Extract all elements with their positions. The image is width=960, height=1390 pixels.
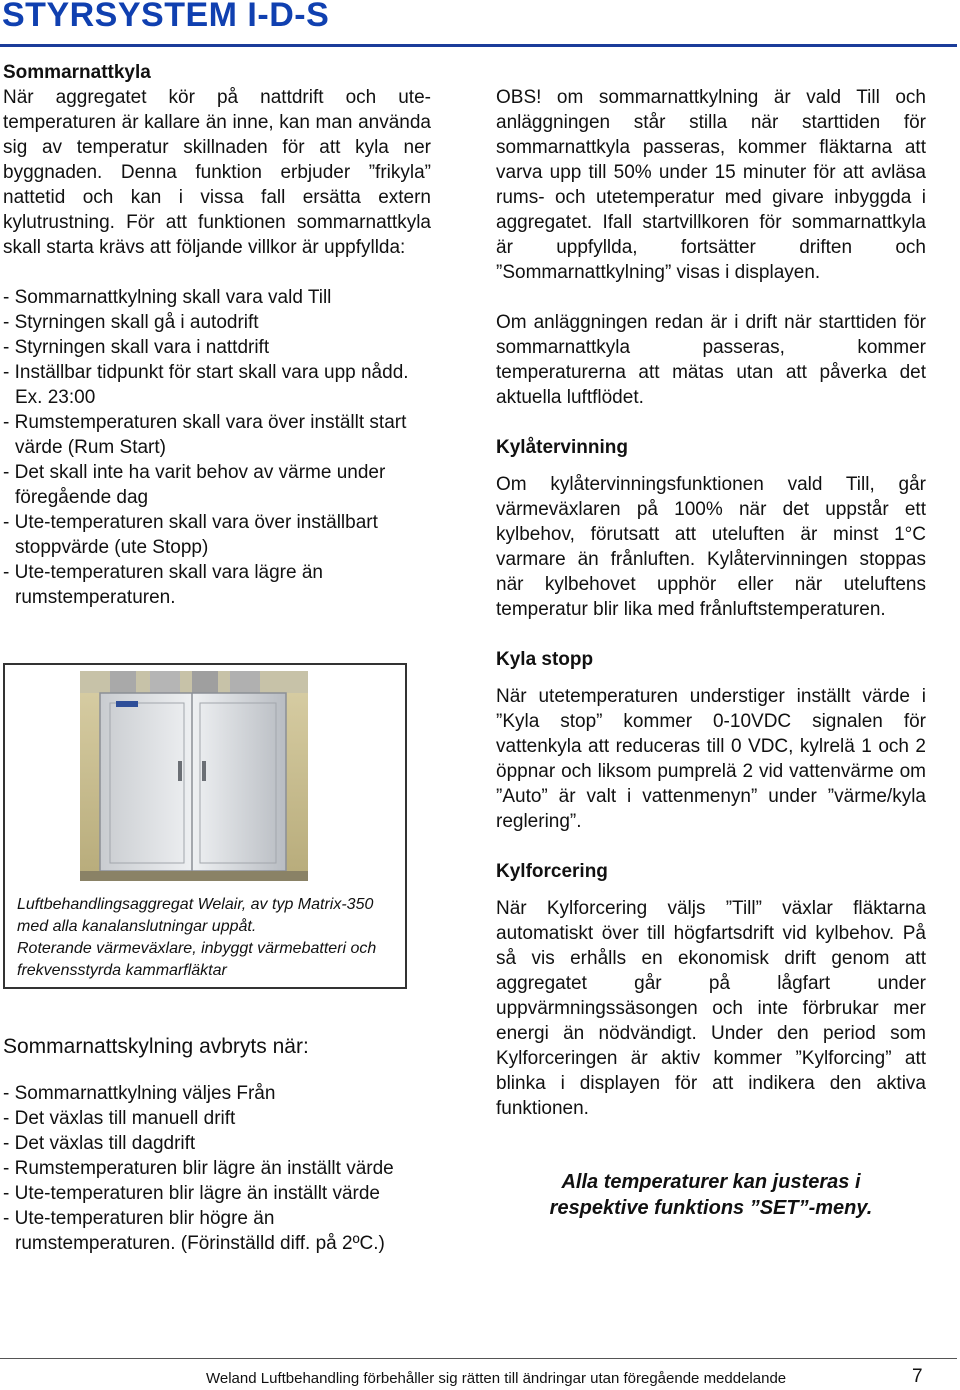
obs-paragraph: OBS! om sommarnattkylning är vald Till och anläggningen står stilla när starttiden för sommarnattkyla passeras, kommer fläktarna att varva upp till 50% under 15 minuter för att avläsa rums- och utetemperatur med givare inbyggda i aggregatet. Ifall startvillkoren för sommarnattkyla är uppfyllda, fortsätter driften och ”Sommarnattkylning” visas i displayen. — [496, 87, 926, 283]
kyla-stopp-paragraph: När utetemperaturen understiger inställt värde i ”Kyla stop” kommer 0-10VDC signalen för vattenkyla att reduceras till 0 VDC, kylrelä 1 och 2 öppnar och liksom pumprelä 2 vid vattenvärme om ”Auto” är valt i vattenmenyn” under ”värme/kyla reglering”. — [496, 686, 926, 832]
abort-item: - Sommarnattkylning väljes Från — [3, 1083, 276, 1104]
condition-item: - Styrningen skall vara i nattdrift — [3, 337, 270, 358]
left-column — [3, 60, 431, 610]
figure-caption — [17, 894, 399, 982]
condition-item: - Sommarnattkylning skall vara vald Till — [3, 287, 332, 308]
air-handling-unit-photo — [80, 671, 308, 881]
abort-item: - Det växlas till manuell drift — [3, 1108, 236, 1129]
abort-item: - Rumstemperaturen blir lägre än inställt värde — [3, 1158, 394, 1179]
start-conditions-list — [3, 285, 431, 610]
abort-item: - Ute-temperaturen blir högre än rumstemperaturen. (Förinställd diff. på 2ºC.) — [3, 1208, 385, 1254]
section-title-kylforcering: Kylforcering — [496, 861, 608, 882]
page-number: 7 — [912, 1366, 923, 1387]
condition-item: - Det skall inte ha varit behov av värme under föregående dag — [3, 462, 386, 508]
intro-paragraph: När aggregatet kör på nattdrift och ute-temperaturen är kallare än inne, kan man använda sig av temperatur skillnaden för att kyla ner byggnaden. Denna funktion erbjuder ”frikyla” nattetid och kan i vissa fall ersätta extern kylutrustning. För att funktionen sommarnattkyla skall starta krävs att följande villkor är uppfyllda: — [3, 87, 431, 258]
abort-item: - Det växlas till dagdrift — [3, 1133, 196, 1154]
footer-disclaimer: Weland Luftbehandling förbehåller sig rätten till ändringar utan föregående meddelande — [206, 1370, 787, 1387]
abort-item: - Ute-temperaturen blir lägre än inställt värde — [3, 1183, 381, 1204]
condition-item: - Styrningen skall gå i autodrift — [3, 312, 259, 333]
obs-paragraph-2: Om anläggningen redan är i drift när starttiden för sommarnattkyla passeras, kommer temperaturerna att mätas utan att påverka det aktuella luftflödet. — [496, 312, 926, 408]
section-title-kylatervinning: Kylåtervinning — [496, 437, 628, 458]
abort-section — [3, 1034, 431, 1256]
section-title-sommarnattkyla: Sommarnattkyla — [3, 62, 151, 83]
right-column — [496, 85, 926, 1221]
condition-item: - Rumstemperaturen skall vara över inställt start värde (Rum Start) — [3, 412, 407, 458]
figure-caption-line: Roterande värmeväxlare, inbyggt värmebatteri och frekvensstyrda kammarfläktar — [17, 940, 377, 979]
figure-box — [3, 663, 407, 989]
figure-caption-line: Luftbehandlingsaggregat Welair, av typ Matrix-350 med alla kanalanslutningar uppåt. — [17, 896, 374, 935]
condition-item: - Inställbar tidpunkt för start skall vara upp nådd. Ex. 23:00 — [3, 362, 409, 408]
footer-rule — [0, 1358, 957, 1359]
set-menu-note-line: Alla temperaturer kan justeras i — [561, 1171, 861, 1193]
condition-item: - Ute-temperaturen skall vara över inställbart stoppvärde (ute Stopp) — [3, 512, 378, 558]
abort-conditions-list — [3, 1081, 431, 1256]
set-menu-note-line: respektive funktions ”SET”-meny. — [549, 1197, 873, 1219]
page-header-title: STYRSYSTEM I-D-S — [2, 0, 330, 34]
header-rule — [0, 44, 957, 47]
abort-section-title: Sommarnattskylning avbryts när: — [3, 1035, 309, 1058]
section-title-kyla-stopp: Kyla stopp — [496, 649, 594, 670]
condition-item: - Ute-temperaturen skall vara lägre än rumstemperaturen. — [3, 562, 323, 608]
kylforcering-paragraph: När Kylforcering väljs ”Till” växlar fläktarna automatiskt över till högfartsdrift vid kylbehov. På så vis erhålls en ekonomisk drift genom att aggregatet går på lågfart under uppvärmningssäsongen och inte förbrukar mer energi än nödvändigt. Under den period som Kylforceringen är aktiv kommer ”Kylforcing” att blinka i displayen för att indikera den aktiva funktionen. — [496, 898, 926, 1119]
kylatervinning-paragraph: Om kylåtervinningsfunktionen vald Till, går värmeväxlaren på 100% när det uppstår ett kylbehov, förutsatt att uteluften är minst 1°C varmare än frånluften. Kylåtervinningen stoppas när kylbehovet upphör eller när uteluftens temperatur blir lika med frånluftstemperaturen. — [496, 474, 926, 620]
